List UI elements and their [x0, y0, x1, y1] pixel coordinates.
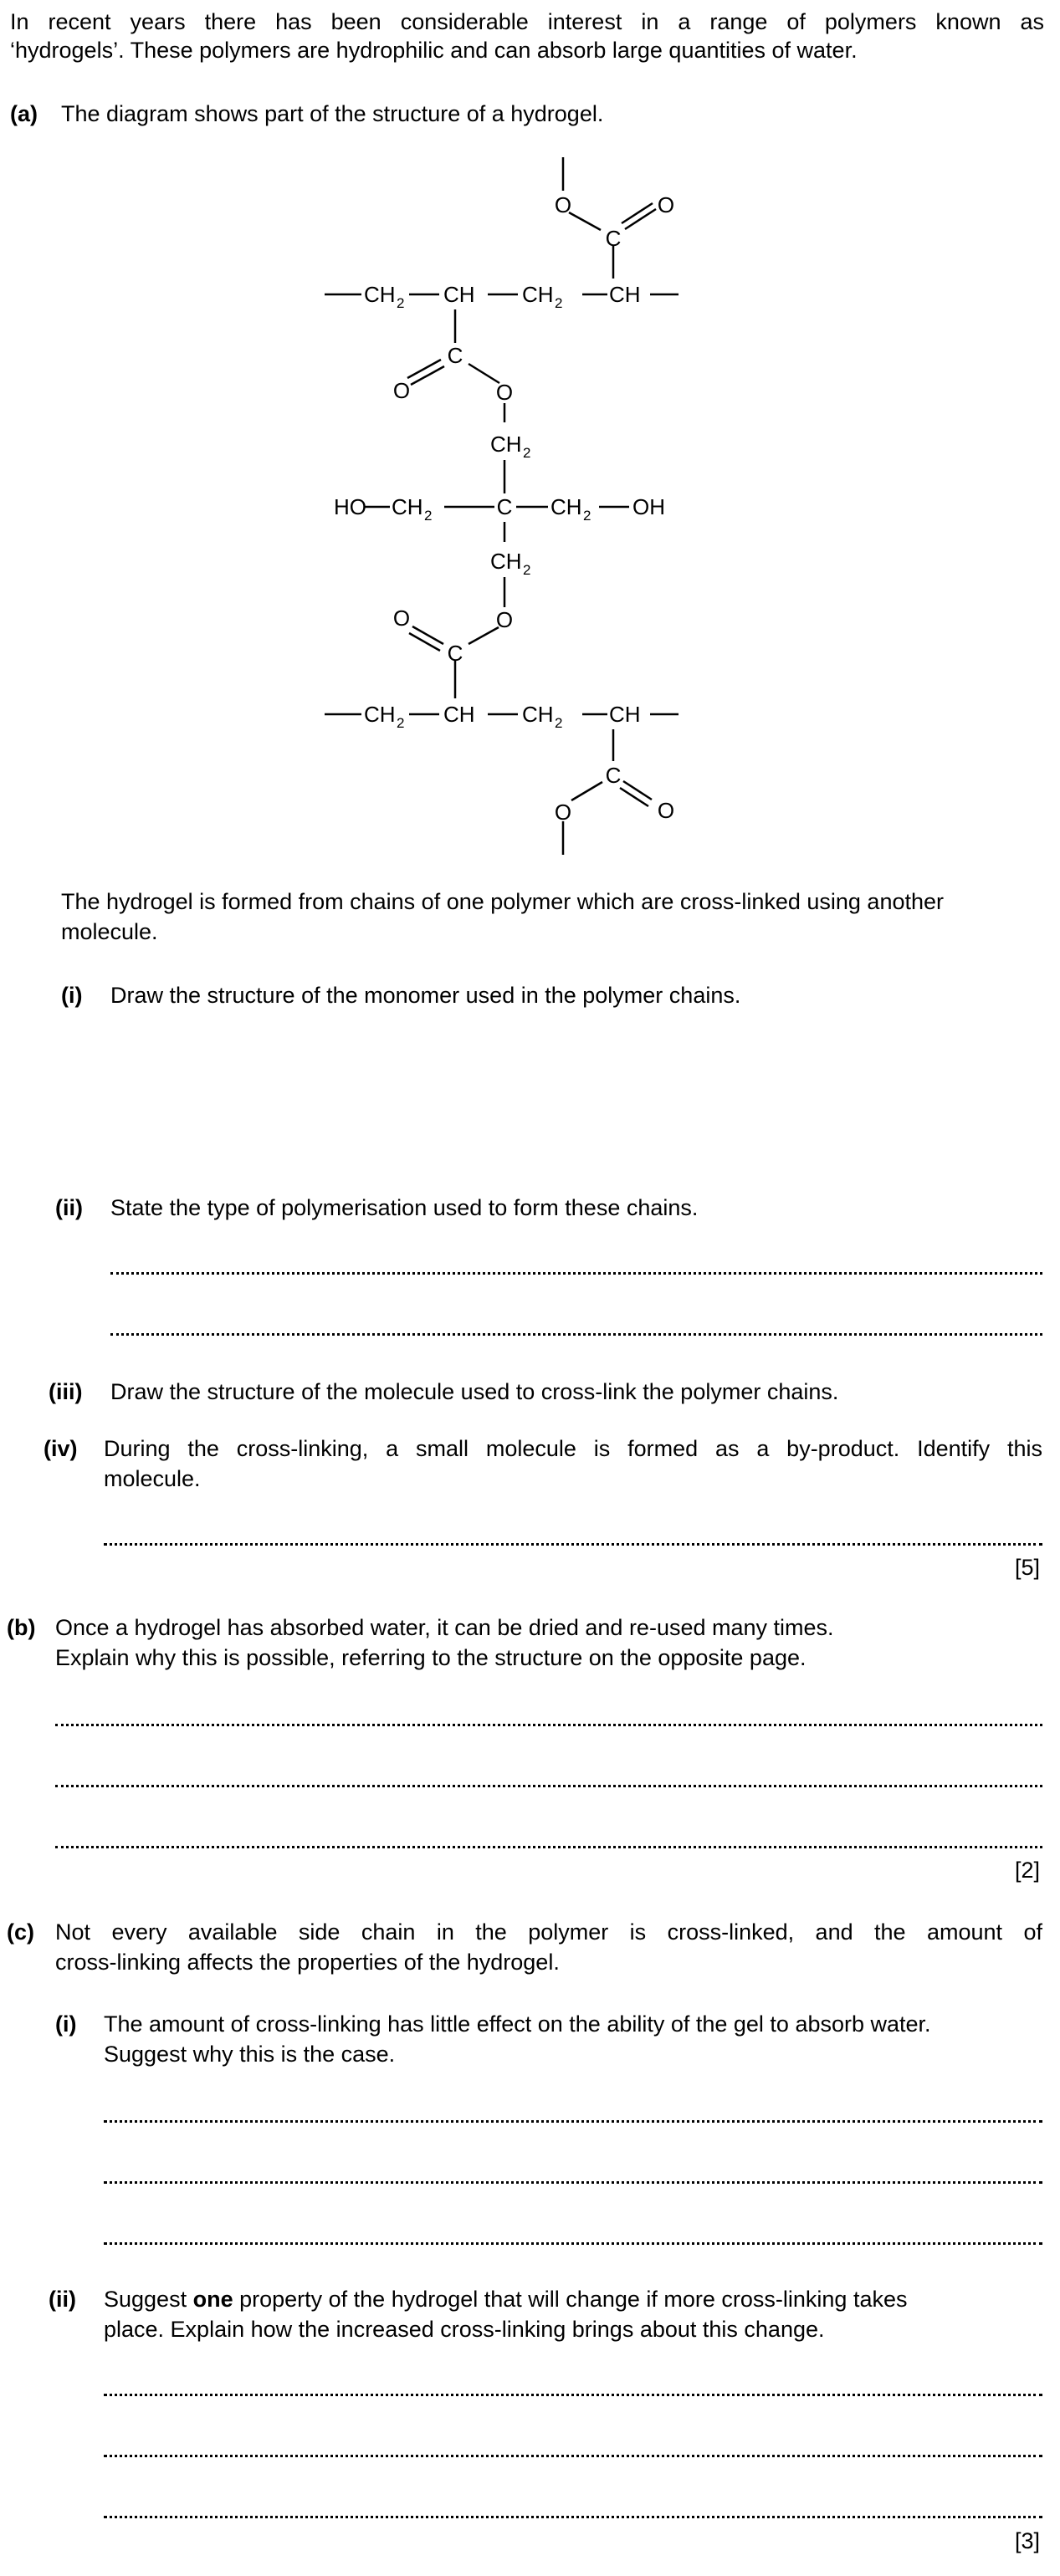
subscript-2: 2	[523, 562, 531, 578]
subscript-2: 2	[397, 715, 405, 731]
answer-line[interactable]	[104, 1543, 1042, 1546]
answer-line[interactable]	[104, 2120, 1042, 2123]
part-a-ii-text: State the type of polymerisation used to form these chains.	[110, 1195, 699, 1220]
atom-o-top-double: O	[657, 192, 675, 217]
subscript-2: 2	[424, 508, 433, 524]
part-c-line-2: cross-linking affects the properties of the hydrogel.	[55, 1950, 560, 1975]
part-a-iv-line-1: During the cross-linking, a small molecule is formed as a by-product. Identify this	[104, 1436, 1042, 1461]
atom-c-upper: C	[447, 343, 463, 368]
part-a-i-drawing-space[interactable]	[110, 1016, 1039, 1183]
part-a-description-line-1: The hydrogel is formed from chains of one polymer which are cross-linked using another	[61, 889, 945, 914]
answer-line[interactable]	[104, 2455, 1042, 2457]
intro-line-2: ‘hydrogels’. These polymers are hydrophilic and can absorb large quantities of water.	[10, 38, 858, 63]
answer-line[interactable]	[55, 1846, 1042, 1848]
atom-ch-bottom-2: CH	[609, 702, 641, 727]
atom-o-bottom: O	[554, 800, 572, 825]
part-c-ii-label: (ii)	[49, 2287, 76, 2312]
subscript-2: 2	[583, 508, 591, 524]
subscript-2: 2	[555, 715, 563, 731]
part-a-iii-label: (iii)	[49, 1379, 83, 1404]
part-c-ii-line-1-post: property of the hydrogel that will change if more cross-linking takes	[233, 2287, 908, 2312]
atom-c-bottom: C	[605, 763, 622, 788]
part-a-iv-label: (iv)	[44, 1436, 78, 1461]
intro-line-1: In recent years there has been considerable interest in a range of polymers known as	[10, 9, 1044, 34]
answer-line[interactable]	[55, 1785, 1042, 1787]
answer-line[interactable]	[55, 1724, 1042, 1726]
atom-ch2-left: CH	[392, 494, 423, 519]
answer-line[interactable]	[104, 2394, 1042, 2396]
atom-ch2-lower: CH	[490, 549, 522, 574]
part-c-line-1: Not every available side chain in the polymer is cross-linked, and the amount of	[55, 1919, 1042, 1945]
part-b-line-2: Explain why this is possible, referring to the structure on the opposite page.	[55, 1645, 807, 1670]
atom-o-lower: O	[495, 607, 514, 632]
atom-c-central: C	[496, 494, 513, 519]
hydrogel-structure-diagram	[0, 142, 1060, 861]
answer-line[interactable]	[110, 1272, 1042, 1275]
atom-ch-top-1: CH	[443, 282, 475, 307]
atom-ch2-bottom-1: CH	[364, 702, 396, 727]
part-a-i-label: (i)	[61, 983, 83, 1008]
atom-ch-bottom-1: CH	[443, 702, 475, 727]
atom-oh: OH	[632, 494, 665, 519]
atom-o-lower-double: O	[392, 606, 411, 631]
part-c-marks: [3]	[1014, 2528, 1040, 2553]
part-c-i-line-1: The amount of cross-linking has little effect on the ability of the gel to absorb water.	[104, 2011, 931, 2037]
part-c-i-line-2: Suggest why this is the case.	[104, 2042, 396, 2067]
part-c-ii-line-1-bold: one	[192, 2287, 233, 2312]
part-c-ii-line-1	[104, 2284, 1042, 2314]
subscript-2: 2	[397, 295, 405, 311]
part-c-label: (c)	[7, 1919, 34, 1945]
part-a-iii-text: Draw the structure of the molecule used to cross-link the polymer chains.	[110, 1379, 839, 1404]
atom-ch2-bottom-2: CH	[522, 702, 554, 727]
atom-c-top: C	[605, 226, 622, 251]
atom-c-lower: C	[447, 641, 463, 666]
atom-o-bottom-double: O	[657, 798, 675, 823]
part-c-i-label: (i)	[55, 2011, 77, 2037]
answer-line[interactable]	[104, 2181, 1042, 2184]
atom-o-upper: O	[495, 380, 514, 405]
atom-ch2-upper: CH	[490, 432, 522, 457]
part-a-ii-label: (ii)	[55, 1195, 83, 1220]
answer-line[interactable]	[104, 2516, 1042, 2518]
part-a-iv-line-2: molecule.	[104, 1466, 201, 1491]
part-b-line-1: Once a hydrogel has absorbed water, it can be dried and re-used many times.	[55, 1615, 834, 1640]
atom-ch2-top-1: CH	[364, 282, 396, 307]
part-c-ii-line-1-pre: Suggest	[104, 2287, 193, 2312]
part-a-label: (a)	[10, 101, 38, 126]
atom-ch-top-2: CH	[609, 282, 641, 307]
atom-ch2-top-2: CH	[522, 282, 554, 307]
atom-ch2-right: CH	[550, 494, 582, 519]
atom-o-top: O	[554, 192, 572, 217]
part-c-ii-line-2: place. Explain how the increased cross-linking brings about this change.	[104, 2317, 825, 2342]
part-a-description-line-2: molecule.	[61, 919, 158, 944]
part-a-i-text: Draw the structure of the monomer used in the polymer chains.	[110, 983, 741, 1008]
atom-ho: HO	[334, 494, 366, 519]
atom-o-upper-double: O	[392, 378, 411, 403]
part-a-marks: [5]	[1014, 1555, 1040, 1580]
subscript-2: 2	[523, 445, 531, 461]
part-a-text: The diagram shows part of the structure of a hydrogel.	[61, 101, 604, 126]
part-b-label: (b)	[7, 1615, 36, 1640]
answer-line[interactable]	[110, 1333, 1042, 1336]
answer-line[interactable]	[104, 2242, 1042, 2245]
subscript-2: 2	[555, 295, 563, 311]
part-b-marks: [2]	[1014, 1858, 1040, 1883]
